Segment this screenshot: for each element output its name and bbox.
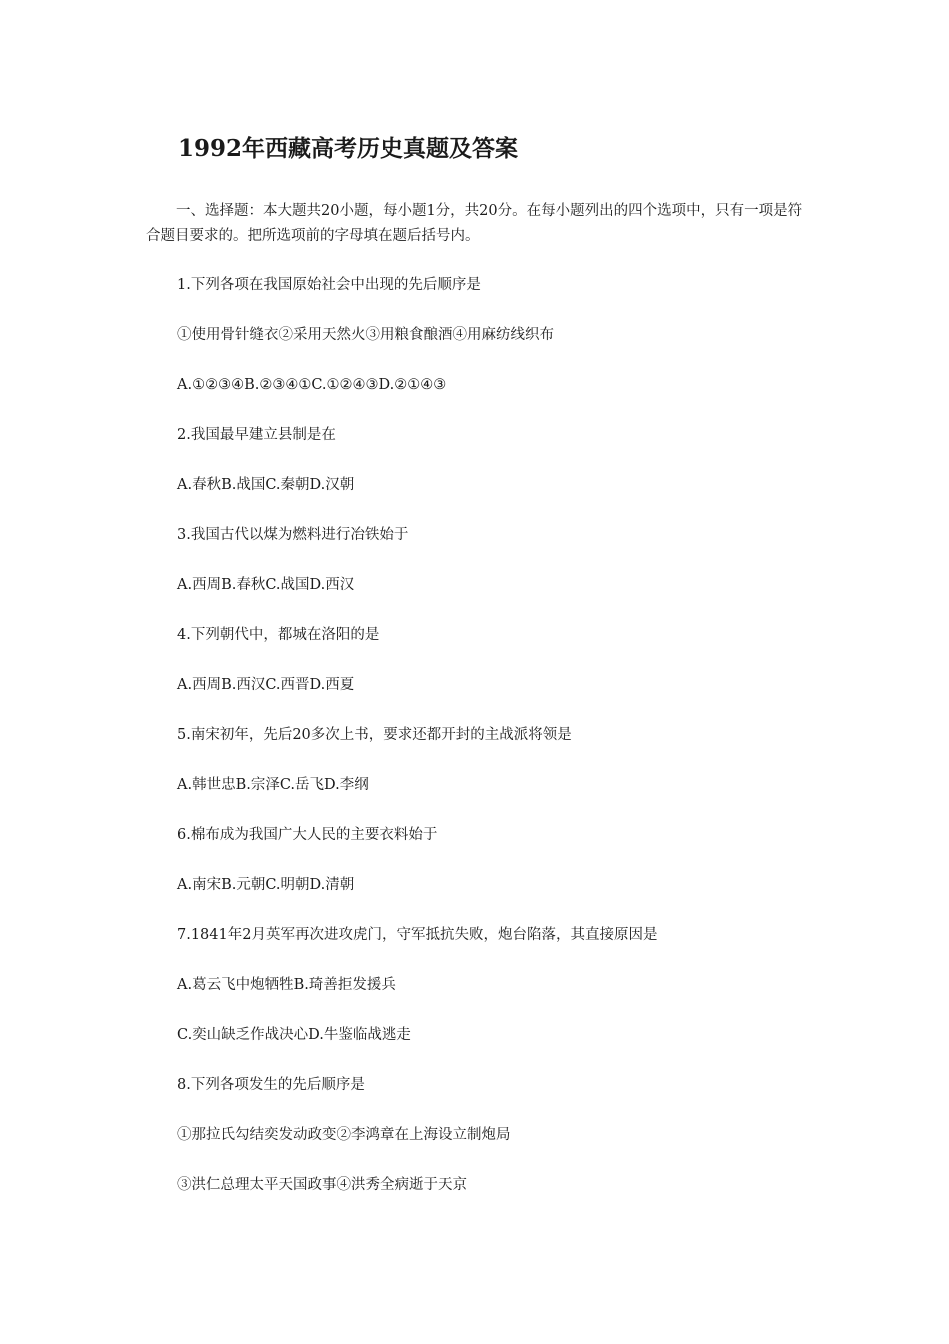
question-line: A.①②③④B.②③④①C.①②④③D.②①④③	[177, 377, 447, 393]
question-line: A.韩世忠B.宗泽C.岳飞D.李纲	[177, 777, 369, 793]
question-list	[177, 272, 657, 1222]
question-line: 8.下列各项发生的先后顺序是	[177, 1077, 365, 1093]
question-line: 4.下列朝代中，都城在洛阳的是	[177, 627, 380, 643]
question-line: 3.我国古代以煤为燃料进行冶铁始于	[177, 527, 409, 543]
question-line: A.南宋B.元朝C.明朝D.清朝	[177, 877, 355, 893]
question-line: 7.1841年2月英军再次进攻虎门，守军抵抗失败，炮台陷落，其直接原因是	[177, 927, 658, 943]
question-line: ①那拉氏勾结奕发动政变②李鸿章在上海设立制炮局	[177, 1127, 511, 1143]
question-line: A.西周B.春秋C.战国D.西汉	[177, 577, 355, 593]
question-line: 1.下列各项在我国原始社会中出现的先后顺序是	[177, 277, 481, 293]
question-line: C.奕山缺乏作战决心D.牛鉴临战逃走	[177, 1027, 411, 1043]
question-line: 5.南宋初年，先后20多次上书，要求还都开封的主战派将领是	[177, 727, 572, 743]
question-line: 6.棉布成为我国广大人民的主要衣料始于	[177, 827, 438, 843]
document-title: 1992年西藏高考历史真题及答案	[178, 135, 519, 162]
question-line: ①使用骨针缝衣②采用天然火③用粮食酿酒④用麻纺线织布	[177, 327, 554, 343]
question-line: ③洪仁总理太平天国政事④洪秀全病逝于天京	[177, 1177, 467, 1193]
question-line: A.葛云飞中炮牺牲B.琦善拒发援兵	[177, 977, 396, 993]
section-intro: 一、选择题：本大题共20小题，每小题1分，共20分。在每小题列出的四个选项中，只有一项是符合题目要求的。把所选项前的字母填在题后括号内。	[146, 203, 803, 244]
question-line: 2.我国最早建立县制是在	[177, 427, 336, 443]
question-line: A.春秋B.战国C.秦朝D.汉朝	[177, 477, 355, 493]
question-line: A.西周B.西汉C.西晋D.西夏	[177, 677, 355, 693]
